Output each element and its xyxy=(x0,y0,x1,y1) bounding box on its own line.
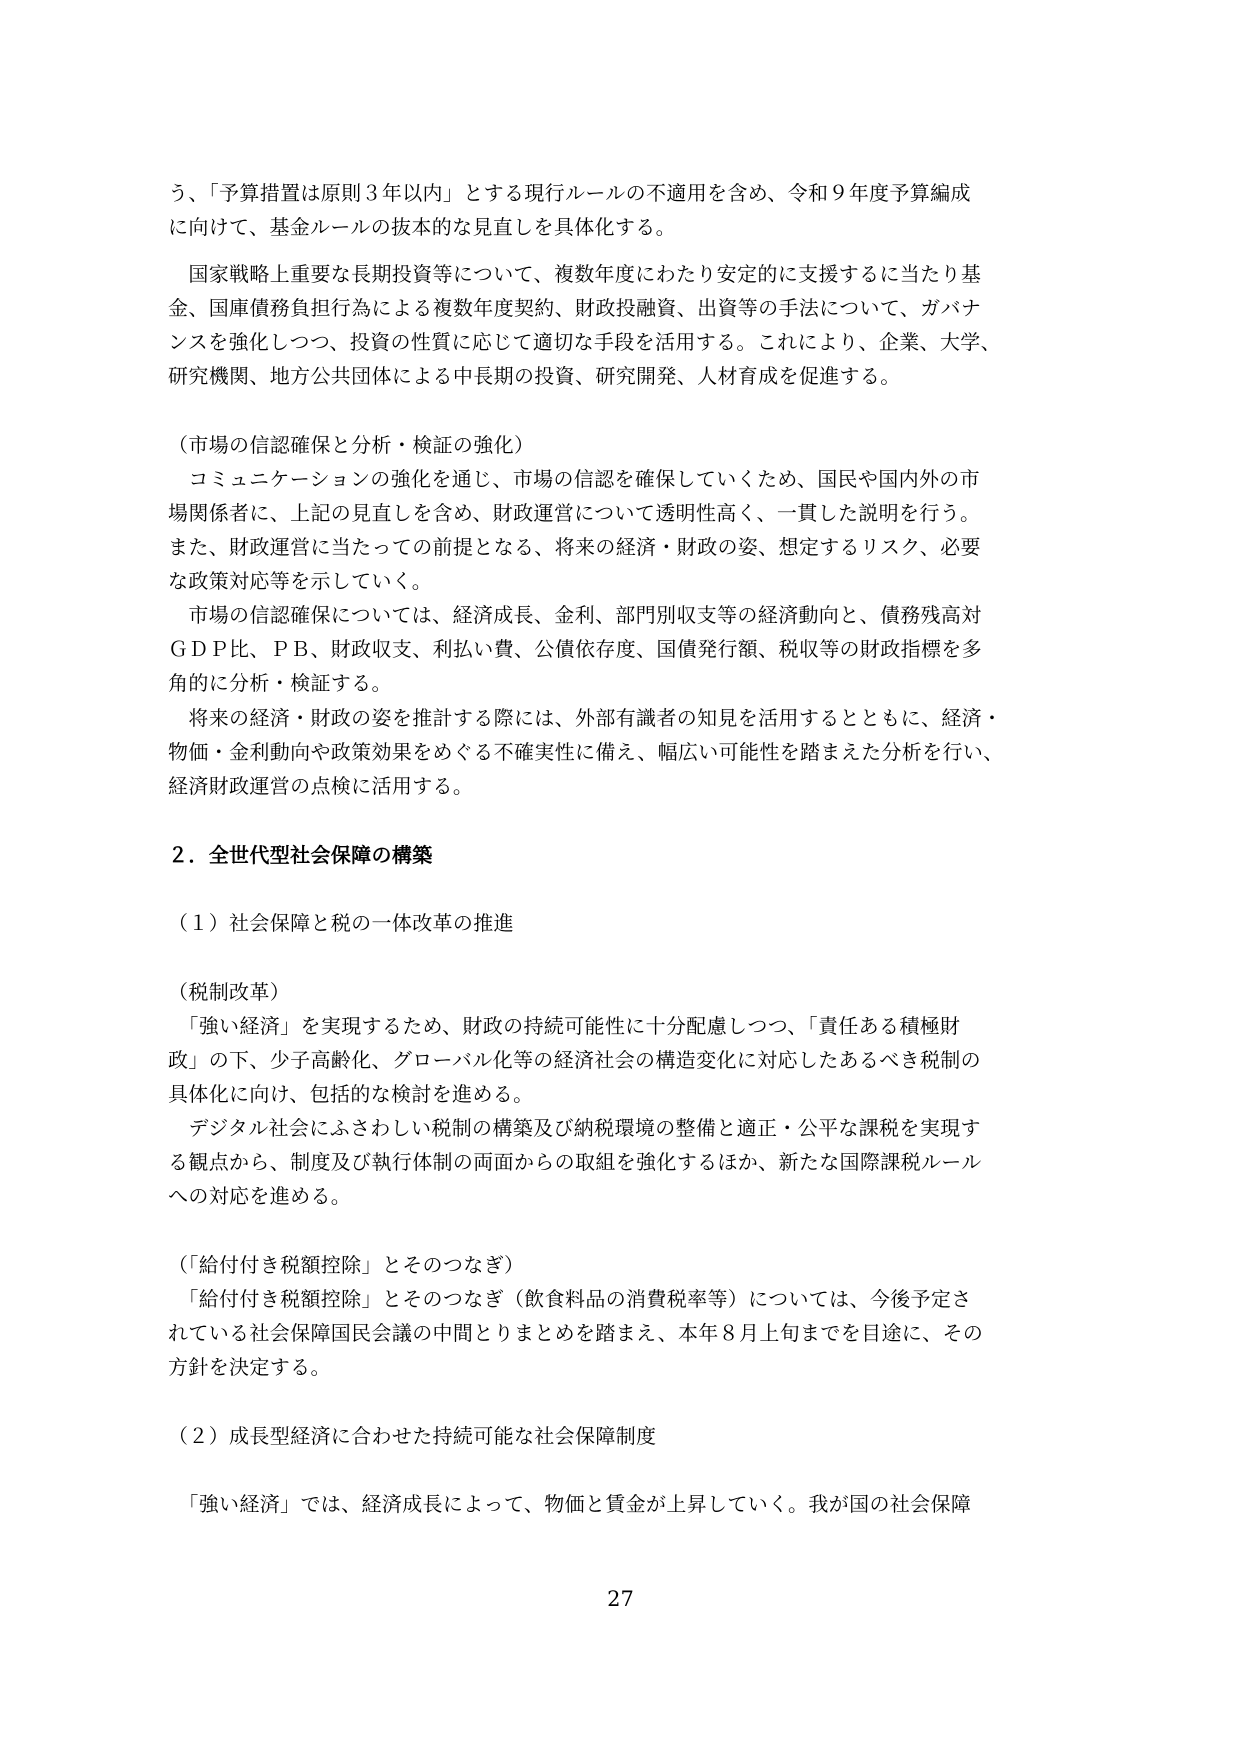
body-text-line: 「強い経済」では、経済成長によって、物価と賃金が上昇していく。我が国の社会保障 xyxy=(168,1492,972,1516)
subsection-heading: （１）社会保障と税の一体改革の推進 xyxy=(168,911,514,935)
body-text-line: 金、国庫債務負担行為による複数年度契約、財政投融資、出資等の手法について、ガバナ xyxy=(168,296,982,320)
body-text-line: ンスを強化しつつ、投資の性質に応じて適切な手段を活用する。これにより、企業、大学、 xyxy=(168,330,1001,354)
body-text-line: 方針を決定する。 xyxy=(168,1355,331,1379)
section-heading: ２．全世代型社会保障の構築 xyxy=(168,843,433,867)
body-text-line: また、財政運営に当たっての前提となる、将来の経済・財政の姿、想定するリスク、必要 xyxy=(168,535,981,559)
subsection-heading: （「給付付き税額控除」とそのつなぎ） xyxy=(168,1253,525,1277)
subsection-heading: （市場の信認確保と分析・検証の強化） xyxy=(168,433,535,457)
body-text-line: 政」の下、少子高齢化、グローバル化等の経済社会の構造変化に対応したあるべき税制の xyxy=(168,1048,981,1072)
body-text-line: 研究機関、地方公共団体による中長期の投資、研究開発、人材育成を促進する。 xyxy=(168,364,901,388)
body-text-line: 場関係者に、上記の見直しを含め、財政運営について透明性高く、一貫した説明を行う。 xyxy=(168,501,981,525)
body-text-line: コミュニケーションの強化を通じ、市場の信認を確保していくため、国民や国内外の市 xyxy=(168,467,980,491)
body-text-line: れている社会保障国民会議の中間とりまとめを踏まえ、本年８月上旬までを目途に、その xyxy=(168,1321,984,1345)
body-text-line: 「給付付き税額控除」とそのつなぎ（飲食料品の消費税率等）については、今後予定さ xyxy=(168,1287,972,1311)
body-text-line: に向けて、基金ルールの抜本的な見直しを具体化する。 xyxy=(168,215,676,239)
body-text-line: デジタル社会にふさわしい税制の構築及び納税環境の整備と適正・公平な課税を実現す xyxy=(168,1116,981,1140)
body-text-line: 経済財政運営の点検に活用する。 xyxy=(168,774,474,798)
page-number: 27 xyxy=(607,1587,634,1611)
body-text-line: る観点から、制度及び執行体制の両面からの取組を強化するほか、新たな国際課税ルール xyxy=(168,1150,982,1174)
body-text-line: 「強い経済」を実現するため、財政の持続可能性に十分配慮しつつ、「責任ある積極財 xyxy=(168,1014,961,1038)
body-text-line: ＧＤＰ比、ＰＢ、財政収支、利払い費、公債依存度、国債発行額、税収等の財政指標を多 xyxy=(168,637,982,661)
body-text-line: への対応を進める。 xyxy=(168,1184,352,1208)
body-text-line: 角的に分析・検証する。 xyxy=(168,671,392,695)
subsection-heading: （２）成長型経済に合わせた持続可能な社会保障制度 xyxy=(168,1424,657,1448)
subsection-heading: （税制改革） xyxy=(168,980,291,1004)
body-text-line: 具体化に向け、包括的な検討を進める。 xyxy=(168,1082,534,1106)
body-text-line: 国家戦略上重要な長期投資等について、複数年度にわたり安定的に支援するに当たり基 xyxy=(168,262,982,286)
body-text-line: 物価・金利動向や政策効果をめぐる不確実性に備え、幅広い可能性を踏まえた分析を行い、 xyxy=(168,740,1004,764)
body-text-line: 将来の経済・財政の姿を推計する際には、外部有識者の知見を活用するとともに、経済・ xyxy=(168,706,1003,730)
body-text-line: な政策対応等を示していく。 xyxy=(168,569,433,593)
body-text-line: う、「予算措置は原則３年以内」とする現行ルールの不適用を含め、令和９年度予算編成 xyxy=(168,181,971,205)
body-text-line: 市場の信認確保については、経済成長、金利、部門別収支等の経済動向と、債務残高対 xyxy=(168,603,982,627)
